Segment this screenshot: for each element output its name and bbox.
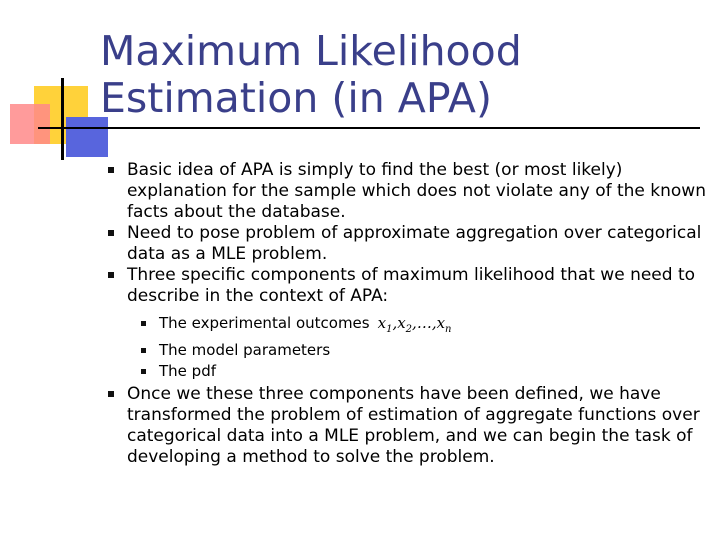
bullet-text: Need to pose problem of approximate aggregation over categorical data as a MLE problem. [127, 223, 702, 264]
bullet-item [108, 265, 708, 307]
decorative-blue-square [66, 117, 108, 157]
bullet-list [108, 160, 708, 468]
sub-bullet-list [108, 313, 708, 382]
title-underline [38, 127, 700, 129]
square-bullet-icon [108, 272, 114, 278]
bullet-item [108, 384, 708, 468]
square-bullet-icon [141, 348, 146, 353]
bullet-item [108, 160, 708, 223]
decorative-vertical-line [61, 78, 64, 160]
square-bullet-icon [141, 321, 146, 326]
square-bullet-icon [108, 230, 114, 236]
slide-title [100, 28, 700, 122]
sub-bullet-text: The experimental outcomes [159, 314, 370, 332]
title-line-2: Estimation (in APA) [100, 74, 492, 122]
square-bullet-icon [108, 391, 114, 397]
title-line-1: Maximum Likelihood [100, 27, 522, 75]
square-bullet-icon [141, 369, 146, 374]
sub-bullet-item [141, 361, 708, 382]
sub-bullet-item [141, 313, 708, 340]
sub-bullet-text: The model parameters [159, 341, 331, 359]
square-bullet-icon [108, 167, 114, 173]
outcomes-formula: $x_1,x_2,\dots,x_n$ [377, 314, 452, 335]
bullet-item [108, 223, 708, 265]
bullet-text: Three specific components of maximum likelihood that we need to describe in the context of APA: [127, 265, 696, 306]
bullet-text: Once we these three components have been defined, we have transformed the problem of estimation of aggregate functions over categorical data into a MLE problem, and we can begin the task of developing a method to solve the problem. [127, 384, 700, 467]
sub-bullet-text: The pdf [159, 362, 216, 380]
decorative-pink-square [10, 104, 50, 144]
bullet-text: Basic idea of APA is simply to find the best (or most likely) explanation for the sample which does not violate any of the known facts about the database. [127, 160, 706, 222]
sub-bullet-item [141, 340, 708, 361]
